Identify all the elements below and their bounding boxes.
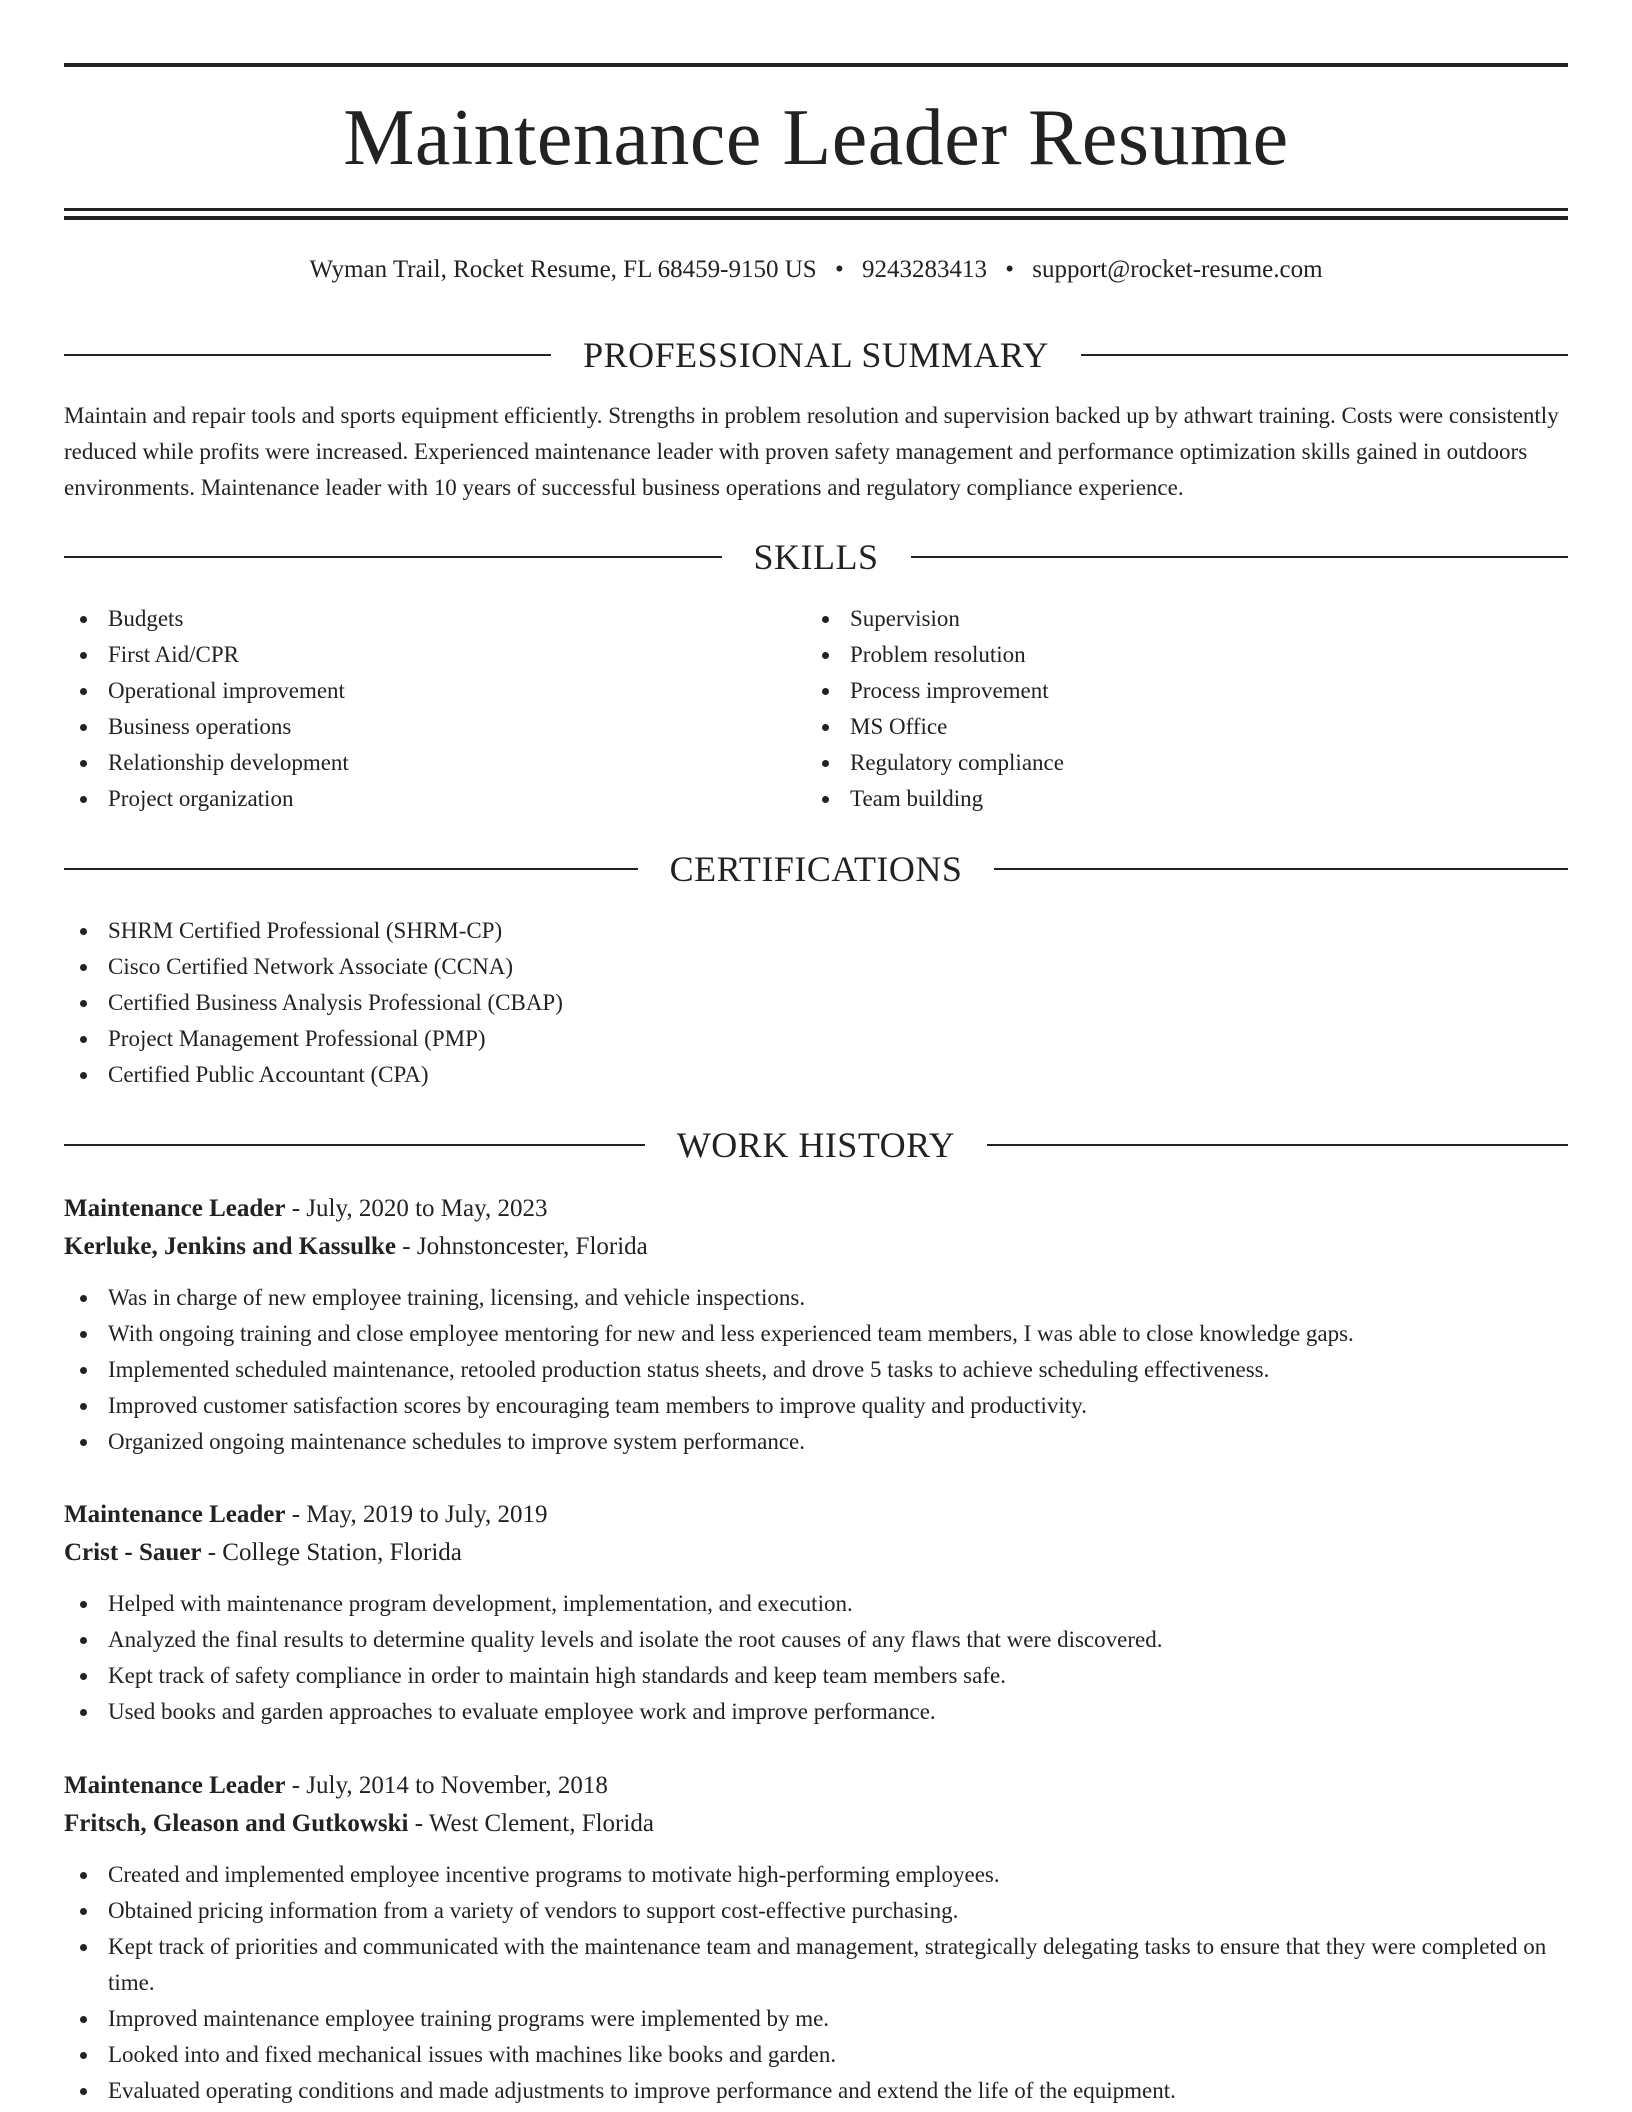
section-title: CERTIFICATIONS [669,849,963,889]
section-rule [994,868,1568,870]
job-entry [64,1767,1568,2109]
page-title: Maintenance Leader Resume [343,94,1289,182]
job-location: - West Clement, Florida [408,1810,654,1837]
section-rule [64,1144,645,1146]
job-dates: - May, 2019 to July, 2019 [285,1501,548,1528]
certification-item: Certified Business Analysis Professional (CBAP) [64,985,1568,1021]
certification-item: Certified Public Accountant (CPA) [64,1057,1568,1093]
job-duty: Improved customer satisfaction scores by encouraging team members to improve quality and productivity. [64,1388,1568,1424]
section-rule [1081,354,1568,356]
contact-email: support@rocket-resume.com [1032,256,1323,283]
skill-item: Supervision [806,601,1506,637]
skills-list-left [64,601,764,817]
job-duty: Kept track of priorities and communicated with the maintenance team and management, strategically delegating tasks to ensure that they were completed on time. [64,1929,1568,2001]
certification-item: Project Management Professional (PMP) [64,1021,1568,1057]
job-company: Crist - Sauer [64,1539,202,1566]
certification-item: SHRM Certified Professional (SHRM-CP) [64,913,1568,949]
job-dates: - July, 2014 to November, 2018 [285,1772,608,1799]
skill-item: Team building [806,781,1506,817]
certifications-list [64,913,1568,1093]
skill-item: Regulatory compliance [806,745,1506,781]
contact-address: Wyman Trail, Rocket Resume, FL 68459-9150 US [309,256,817,283]
job-location: - College Station, Florida [201,1539,462,1566]
job-entry [64,1496,1568,1730]
job-duties-list [64,1280,1568,1460]
job-duty: Evaluated operating conditions and made adjustments to improve performance and extend the life of the equipment. [64,2073,1568,2109]
job-title: Maintenance Leader [64,1195,286,1222]
job-duties-list [64,1586,1568,1730]
contact-separator: • [1005,256,1014,283]
skill-item: Problem resolution [806,637,1506,673]
job-title-line [64,1496,1568,1534]
job-entry [64,1190,1568,1460]
contact-phone: 9243283413 [861,256,987,283]
job-title: Maintenance Leader [64,1501,286,1528]
section-rule [911,556,1569,558]
job-title: Maintenance Leader [64,1772,286,1799]
skill-item: Process improvement [806,673,1506,709]
summary-text: Maintain and repair tools and sports equipment efficiently. Strengths in problem resolution and supervision backed up by athwart training. Costs were consistently reduced while profits were increased. Experienced maintenance leader with proven safety management and performance optimization skills gained in outdoors environments. Maintenance leader with 10 years of successful business operations and regulatory compliance experience. [64,403,1559,500]
job-duty: Improved maintenance employee training programs were implemented by me. [64,2001,1568,2037]
job-title-line [64,1767,1568,1805]
skill-item: First Aid/CPR [64,637,764,673]
job-company-line [64,1228,1568,1266]
job-duty: Analyzed the final results to determine quality levels and isolate the root causes of any flaws that were discovered. [64,1622,1568,1658]
job-duty: Used books and garden approaches to evaluate employee work and improve performance. [64,1694,1568,1730]
job-location: - Johnstoncester, Florida [396,1233,648,1260]
job-company-line [64,1805,1568,1843]
job-dates: - July, 2020 to May, 2023 [285,1195,548,1222]
section-rule [987,1144,1568,1146]
section-rule [64,868,638,870]
section-title: SKILLS [753,537,879,577]
skills-column-left [64,601,764,817]
job-duties-list [64,1857,1568,2109]
section-title: WORK HISTORY [676,1125,956,1165]
section-title: PROFESSIONAL SUMMARY [583,335,1049,375]
section-header-certifications [64,849,1568,889]
section-rule [64,556,722,558]
job-duty: Obtained pricing information from a variety of vendors to support cost-effective purchasing. [64,1893,1568,1929]
skill-item: MS Office [806,709,1506,745]
section-header-summary [64,335,1568,375]
certifications-block [64,913,1568,1093]
certification-item: Cisco Certified Network Associate (CCNA) [64,949,1568,985]
title-rule-thick [64,216,1568,220]
job-duty: Looked into and fixed mechanical issues with machines like books and garden. [64,2037,1568,2073]
job-duty: Helped with maintenance program development, implementation, and execution. [64,1586,1568,1622]
job-company: Kerluke, Jenkins and Kassulke [64,1233,397,1260]
section-header-work-history [64,1125,1568,1165]
contact-separator: • [834,256,844,283]
job-duty: Organized ongoing maintenance schedules to improve system performance. [64,1424,1568,1460]
job-duty: With ongoing training and close employee mentoring for new and less experienced team members, I was able to close knowledge gaps. [64,1316,1568,1352]
contact-line [64,252,1568,288]
top-rule [64,63,1568,67]
skill-item: Operational improvement [64,673,764,709]
job-duty: Kept track of safety compliance in order to maintain high standards and keep team members safe. [64,1658,1568,1694]
title-rule-thin [64,208,1568,211]
skill-item: Business operations [64,709,764,745]
job-duty: Was in charge of new employee training, licensing, and vehicle inspections. [64,1280,1568,1316]
job-duty: Created and implemented employee incentive programs to motivate high-performing employees. [64,1857,1568,1893]
section-rule [64,354,551,356]
skill-item: Project organization [64,781,764,817]
skill-item: Budgets [64,601,764,637]
skills-column-right [806,601,1506,817]
skill-item: Relationship development [64,745,764,781]
job-company: Fritsch, Gleason and Gutkowski [64,1810,409,1837]
job-duty: Implemented scheduled maintenance, retooled production status sheets, and drove 5 tasks to achieve scheduling effectiveness. [64,1352,1568,1388]
job-title-line [64,1190,1568,1228]
skills-list-right [806,601,1506,817]
section-header-skills [64,537,1568,577]
job-company-line [64,1534,1568,1572]
